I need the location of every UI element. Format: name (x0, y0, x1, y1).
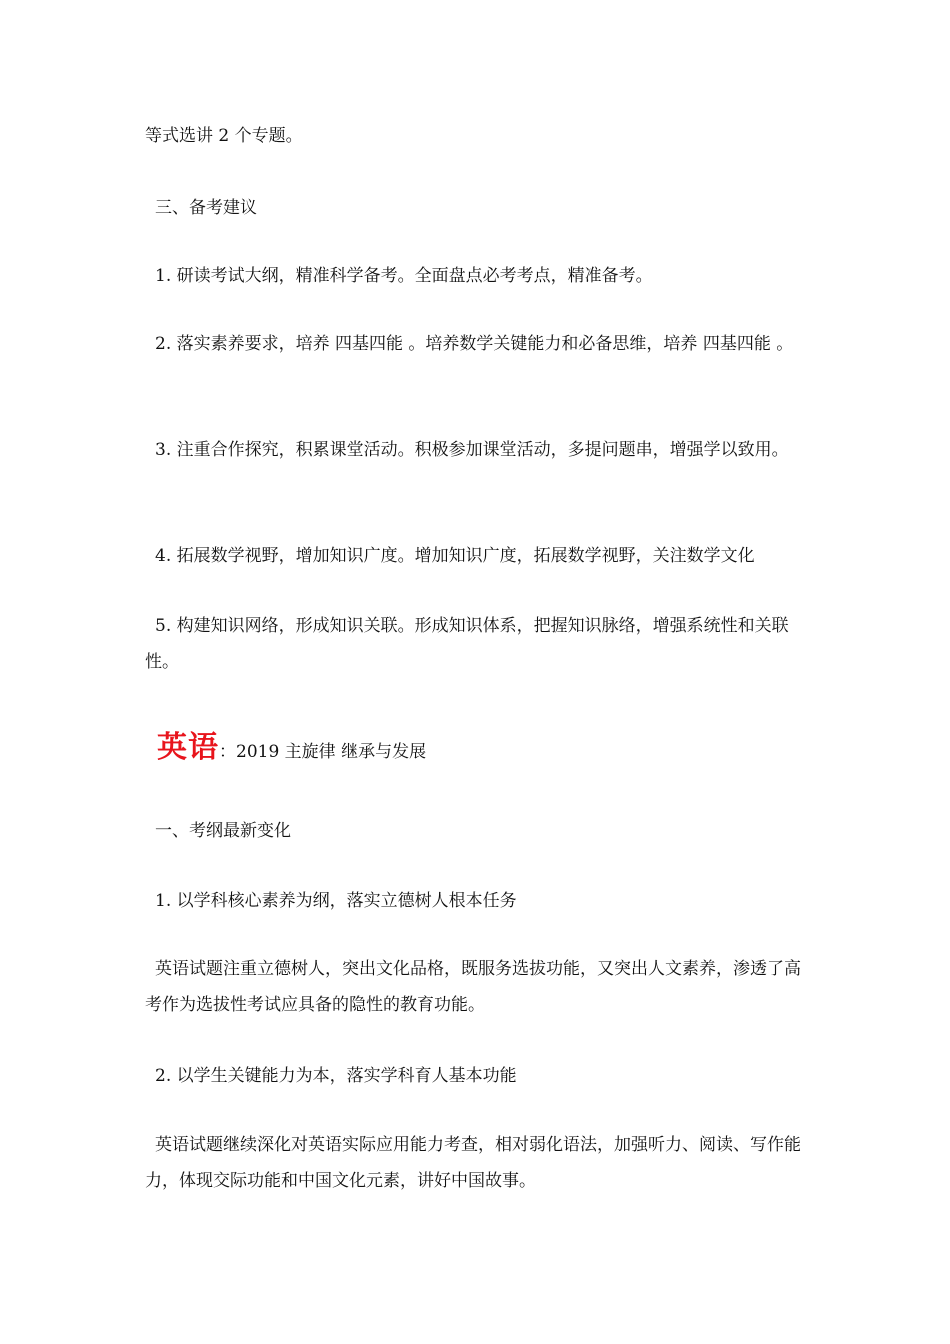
math-continuation-text: 等式选讲 2 个专题。 (145, 126, 303, 146)
english-point1-title: 1. 以学科核心素养为纲，落实立德树人根本任务 (155, 891, 517, 911)
english-section1-heading: 一、考纲最新变化 (155, 821, 291, 841)
math-suggestion-1: 1. 研读考试大纲，精准科学备考。全面盘点必考考点，精准备考。 (155, 266, 653, 286)
math-suggestion-3: 3. 注重合作探究，积累课堂活动。积极参加课堂活动，多提问题串，增强学以致用。 (155, 440, 789, 460)
english-subject-heading (157, 722, 426, 770)
english-subject-name: 英语 (157, 730, 219, 765)
math-suggestion-4: 4. 拓展数学视野，增加知识广度。增加知识广度，拓展数学视野，关注数学文化 (155, 546, 755, 566)
math-suggestion-5: 5. 构建知识网络，形成知识关联。形成知识体系，把握知识脉络，增强系统性和关联性。 (145, 616, 789, 672)
math-suggestion-2: 2. 落实素养要求，培养 四基四能 。培养数学关键能力和必备思维，培养 四基四能 。 (155, 334, 794, 354)
math-section3-heading: 三、备考建议 (155, 198, 257, 218)
english-point2-title: 2. 以学生关键能力为本，落实学科育人基本功能 (155, 1066, 517, 1086)
english-subject-subtitle: ：2019 主旋律 继承与发展 (219, 742, 427, 762)
english-point1-body: 英语试题注重立德树人，突出文化品格，既服务选拔功能，又突出人文素养，渗透了高考作为选拔性考试应具备的隐性的教育功能。 (145, 959, 801, 1015)
english-point2-body: 英语试题继续深化对英语实际应用能力考查，相对弱化语法，加强听力、阅读、写作能力，体现交际功能和中国文化元素，讲好中国故事。 (145, 1135, 801, 1191)
